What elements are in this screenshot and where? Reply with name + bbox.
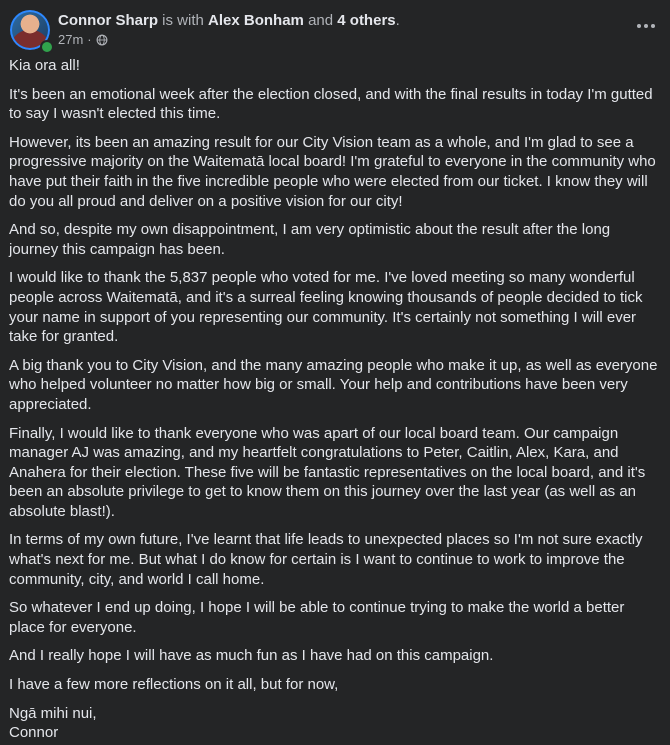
post-meta bbox=[58, 32, 108, 48]
post-paragraph: It's been an emotional week after the election closed, and with the final results in today I'm gutted to say I wasn't elected this time. bbox=[9, 85, 653, 123]
more-options-button[interactable] bbox=[632, 16, 660, 36]
post-body bbox=[9, 56, 661, 743]
globe-icon[interactable] bbox=[96, 34, 108, 46]
post-title-line bbox=[58, 11, 400, 31]
meta-separator: · bbox=[87, 32, 92, 47]
tagged-person-link[interactable]: Alex Bonham bbox=[208, 12, 304, 29]
post-paragraph: And so, despite my own disappointment, I am very optimistic about the result after the long journey this campaign has been. bbox=[9, 221, 611, 258]
more-options-dot-icon bbox=[651, 24, 655, 28]
more-options-dot-icon bbox=[637, 24, 641, 28]
signoff-line: Ngā mihi nui, bbox=[9, 704, 97, 722]
signoff-name: Connor bbox=[9, 724, 59, 742]
post-paragraph: A big thank you to City Vision, and the many amazing people who make it up, as well as everyone who helped volunteer no matter how big or small. Your help and contributions have been very appreciated. bbox=[9, 356, 658, 413]
title-period: . bbox=[395, 12, 400, 29]
post-header bbox=[10, 10, 660, 54]
post-timestamp-link[interactable]: 27m bbox=[58, 32, 84, 47]
post-paragraph: Kia ora all! bbox=[9, 57, 80, 74]
post-paragraph: However, its been an amazing result for our City Vision team as a whole, and I'm glad to see a progressive majority on the Waitematā local board! I'm grateful to everyone in the community who have put their faith in the five incredible people who were elected from our ticket. I know they will do you all proud and deliver on a positive vision for our city! bbox=[9, 133, 656, 210]
online-status-icon bbox=[40, 40, 54, 54]
author-name-link[interactable]: Connor Sharp bbox=[58, 12, 158, 29]
post-paragraph: So whatever I end up doing, I hope I will be able to continue trying to make the world a better place for everyone. bbox=[9, 599, 625, 636]
post-paragraph: I have a few more reflections on it all, but for now, bbox=[9, 676, 339, 694]
others-link[interactable]: 4 others bbox=[337, 12, 396, 29]
post-paragraph: In terms of my own future, I've learnt that life leads to unexpected places so I'm not sure exactly what's next for me. But what I do know for certain is I want to continue to work to improve the community, city, and world I call home. bbox=[9, 531, 643, 588]
and-text: and bbox=[308, 12, 334, 29]
post-paragraph: I would like to thank the 5,837 people who voted for me. I've loved meeting so many wonderful people across Waitematā, and it's a surreal feeling knowing thousands of people decided to tick your name in support of you representing our community. It's certainly not something I will ever take for granted. bbox=[9, 269, 643, 346]
post-paragraph: Finally, I would like to thank everyone who was apart of our local board team. Our campaign manager AJ was amazing, and my heartfelt congratulations to Peter, Caitlin, Alex, Kara, and Anahera for their election. These five will be fantastic representatives on the local board, and it's been an absolute privilege to get to know them on this journey over the last year (as well as an absolute blast!). bbox=[9, 424, 646, 520]
more-options-dot-icon bbox=[644, 24, 648, 28]
post-signoff bbox=[9, 704, 661, 743]
post-paragraph: And I really hope I will have as much fun as I have had on this campaign. bbox=[9, 647, 494, 665]
with-text: is with bbox=[162, 12, 204, 29]
